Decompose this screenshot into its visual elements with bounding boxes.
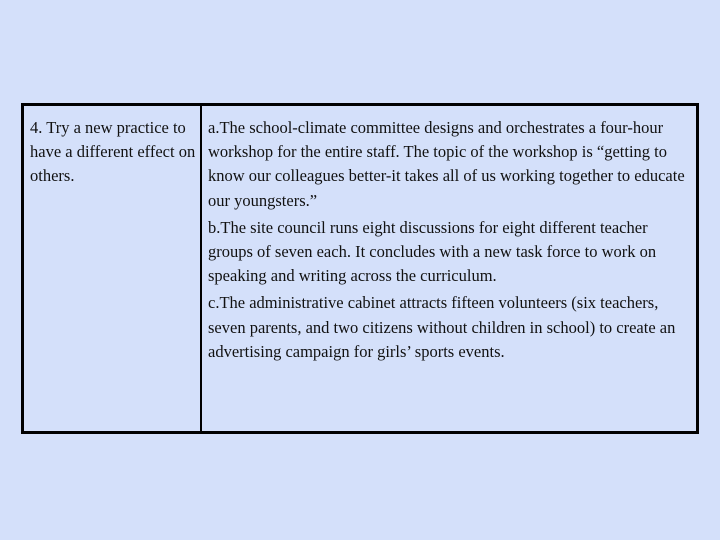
example-item-a: a.The school-climate committee designs and orchestrates a four-hour workshop for the entire staff. The topic of the workshop is “getting to know our colleagues better-it takes all of us working together to educate our youngsters.” [208, 118, 685, 210]
examples-cell [202, 106, 696, 431]
step-cell [24, 106, 202, 431]
step-text: 4. Try a new practice to have a different effect on others. [30, 118, 196, 185]
example-item-c: c.The administrative cabinet attracts fifteen volunteers (six teachers, seven parents, and two citizens without children in school) to create an advertising campaign for girls’ sports events. [208, 293, 676, 361]
content-table [21, 103, 699, 434]
example-item-b: b.The site council runs eight discussions for eight different teacher groups of seven each. It concludes with a new task force to work on speaking and writing across the curriculum. [208, 217, 657, 286]
